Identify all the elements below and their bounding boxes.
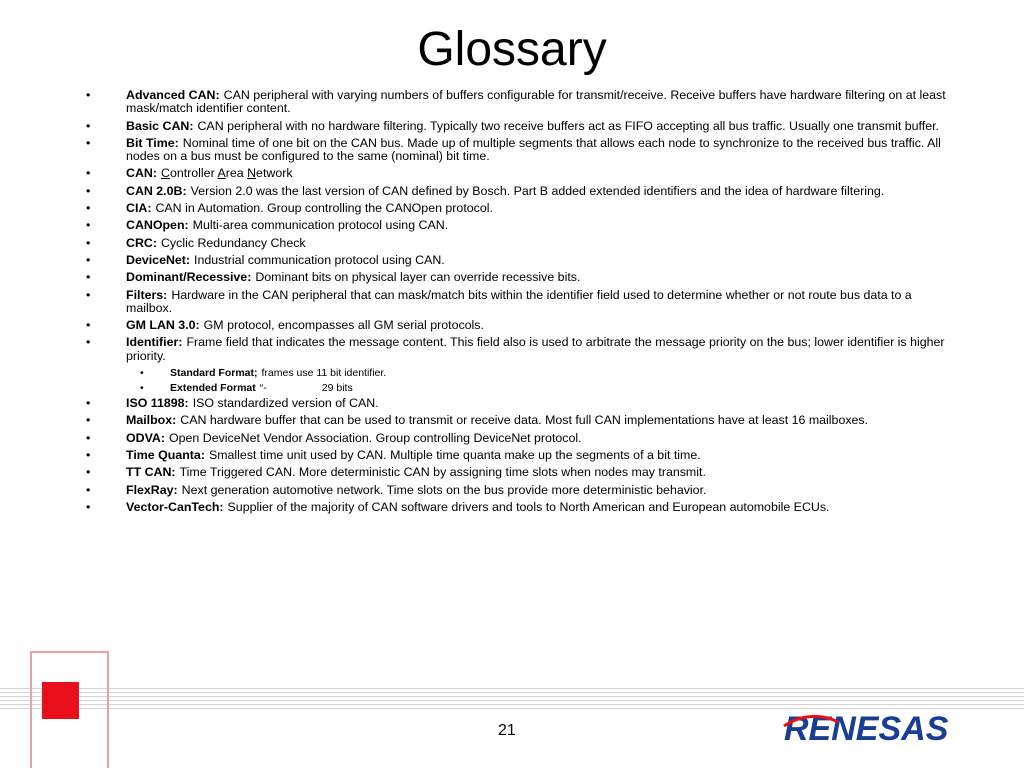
bullet: • xyxy=(86,218,91,233)
word-fragment: etwork xyxy=(256,166,293,181)
term: Identifier: xyxy=(126,335,183,350)
definition: Next generation automotive network. Time slots on the bus provide more deterministic behavior. xyxy=(181,482,707,497)
definition: Smallest time unit used by CAN. Multiple time quanta make up the segments of a bit time. xyxy=(208,447,701,462)
definition xyxy=(161,166,293,180)
term: CAN 2.0B: xyxy=(126,183,187,198)
term: CANOpen: xyxy=(126,218,189,233)
bullet: • xyxy=(86,235,91,250)
bullet: • xyxy=(140,367,144,380)
list-item xyxy=(86,120,946,133)
definition: Version 2.0 was the last version of CAN defined by Bosch. Part B added extended identifiers and the idea of hardware filtering. xyxy=(190,183,885,198)
list-item xyxy=(86,89,946,116)
bullet: • xyxy=(86,166,91,181)
term: ODVA: xyxy=(126,430,166,445)
list-item xyxy=(86,219,946,232)
bullet: • xyxy=(86,270,91,285)
bullet: • xyxy=(86,318,91,333)
definition-value: 29 bits xyxy=(321,382,353,395)
sub-list-item xyxy=(86,367,946,380)
term: GM LAN 3.0: xyxy=(126,318,200,333)
bullet: • xyxy=(86,482,91,497)
definition: Cyclic Redundancy Check xyxy=(160,235,306,250)
list-item xyxy=(86,185,946,198)
definition: Frame field that indicates the message content. This field also is used to arbitrate the message priority on the bus; lower identifier is higher priority. xyxy=(126,335,945,363)
list-item xyxy=(86,484,946,497)
logo-text: RENESAS xyxy=(784,710,949,748)
term: Advanced CAN: xyxy=(126,88,220,102)
list-item xyxy=(86,432,946,445)
glossary-list xyxy=(86,89,946,518)
term: DeviceNet: xyxy=(126,252,191,267)
definition: GM protocol, encompasses all GM serial protocols. xyxy=(203,318,484,333)
footer-stripe xyxy=(0,688,1024,689)
definition: CAN hardware buffer that can be used to transmit or receive data. Most full CAN implementations have at least 16 mailboxes. xyxy=(180,413,869,428)
list-item xyxy=(86,397,946,410)
term: Extended Format xyxy=(170,382,256,395)
list-item xyxy=(86,501,946,514)
list-item xyxy=(86,319,946,332)
footer-stripe xyxy=(0,704,1024,705)
renesas-logo xyxy=(782,706,982,748)
term: Mailbox: xyxy=(126,413,177,428)
bullet: • xyxy=(86,413,91,428)
term: Dominant/Recessive: xyxy=(126,270,252,285)
bullet: • xyxy=(86,430,91,445)
term: Vector-CanTech: xyxy=(126,499,224,514)
definition: Hardware in the CAN peripheral that can mask/match bits within the identifier field used to determine whether or not route bus data to a mailbox. xyxy=(126,287,912,315)
term: FlexRay: xyxy=(126,482,178,497)
definition: Open DeviceNet Vendor Association. Group controlling DeviceNet protocol. xyxy=(169,430,582,445)
definition: Nominal time of one bit on the CAN bus. Made up of multiple segments that allows each node to synchronize to the received bus traffic. All nodes on a bus must be configured to the same (nominal) bit time. xyxy=(126,135,941,164)
bullet: • xyxy=(140,382,144,395)
term: CRC: xyxy=(126,235,157,250)
page-number: 21 xyxy=(498,722,516,739)
bullet: • xyxy=(86,201,91,216)
bullet: • xyxy=(86,183,91,198)
bullet: • xyxy=(86,447,91,462)
acronym-letter: C xyxy=(160,166,170,181)
term: ISO 11898: xyxy=(126,396,189,411)
bullet: • xyxy=(86,287,91,302)
definition: Multi-area communication protocol using CAN. xyxy=(192,218,449,233)
bullet: • xyxy=(86,335,91,350)
definition: Time Triggered CAN. More deterministic CAN by assigning time slots when nodes may transmit. xyxy=(179,465,706,480)
footer-stripe xyxy=(0,696,1024,697)
list-item xyxy=(86,254,946,267)
term: TT CAN: xyxy=(126,465,176,480)
bullet: • xyxy=(86,396,91,411)
term: Bit Time: xyxy=(126,135,179,150)
word-fragment: ontroller xyxy=(169,166,218,181)
definition: CAN peripheral with no hardware filtering. Typically two receive buffers act as FIFO accepting all bus traffic. Usually one transmit buffer. xyxy=(197,118,939,133)
acronym-letter: N xyxy=(247,166,257,181)
definition: frames use 11 bit identifier. xyxy=(261,367,387,380)
sub-list-item xyxy=(86,382,946,395)
definition: Dominant bits on physical layer can override recessive bits. xyxy=(255,270,581,285)
list-item xyxy=(86,449,946,462)
red-square-decoration xyxy=(42,682,79,719)
definition: Supplier of the majority of CAN software drivers and tools to North American and European automobile ECUs. xyxy=(227,499,830,514)
term: Basic CAN: xyxy=(126,118,194,133)
term: Standard Format; xyxy=(170,367,258,380)
bullet: • xyxy=(86,135,91,150)
term: Filters: xyxy=(126,287,168,302)
definition: CAN in Automation. Group controlling the CANOpen protocol. xyxy=(155,201,493,216)
list-item xyxy=(86,271,946,284)
acronym-letter: A xyxy=(217,166,226,181)
list-item xyxy=(86,237,946,250)
list-item xyxy=(86,202,946,215)
bullet: • xyxy=(86,118,91,133)
term: Time Quanta: xyxy=(126,447,205,462)
definition: CAN peripheral with varying numbers of buffers configurable for transmit/receive. Receive buffers have hardware filtering on at least mask/match identifier content. xyxy=(126,88,946,116)
list-item xyxy=(86,289,946,316)
term: CIA: xyxy=(126,201,152,216)
bullet: • xyxy=(86,465,91,480)
footer-stripe xyxy=(0,700,1024,701)
bullet: • xyxy=(86,88,91,102)
list-item xyxy=(86,336,946,363)
bullet: • xyxy=(86,499,91,514)
list-item xyxy=(86,466,946,479)
word-fragment: rea xyxy=(225,166,248,181)
definition: ISO standardized version of CAN. xyxy=(192,396,379,411)
page-title: Glossary xyxy=(417,23,607,76)
list-item xyxy=(86,414,946,427)
term: CAN: xyxy=(126,166,157,181)
bullet: • xyxy=(86,252,91,267)
footer-stripe xyxy=(0,692,1024,693)
definition: “- xyxy=(259,382,267,395)
list-item xyxy=(86,167,946,180)
list-item xyxy=(86,137,946,164)
definition: Industrial communication protocol using CAN. xyxy=(194,252,445,267)
